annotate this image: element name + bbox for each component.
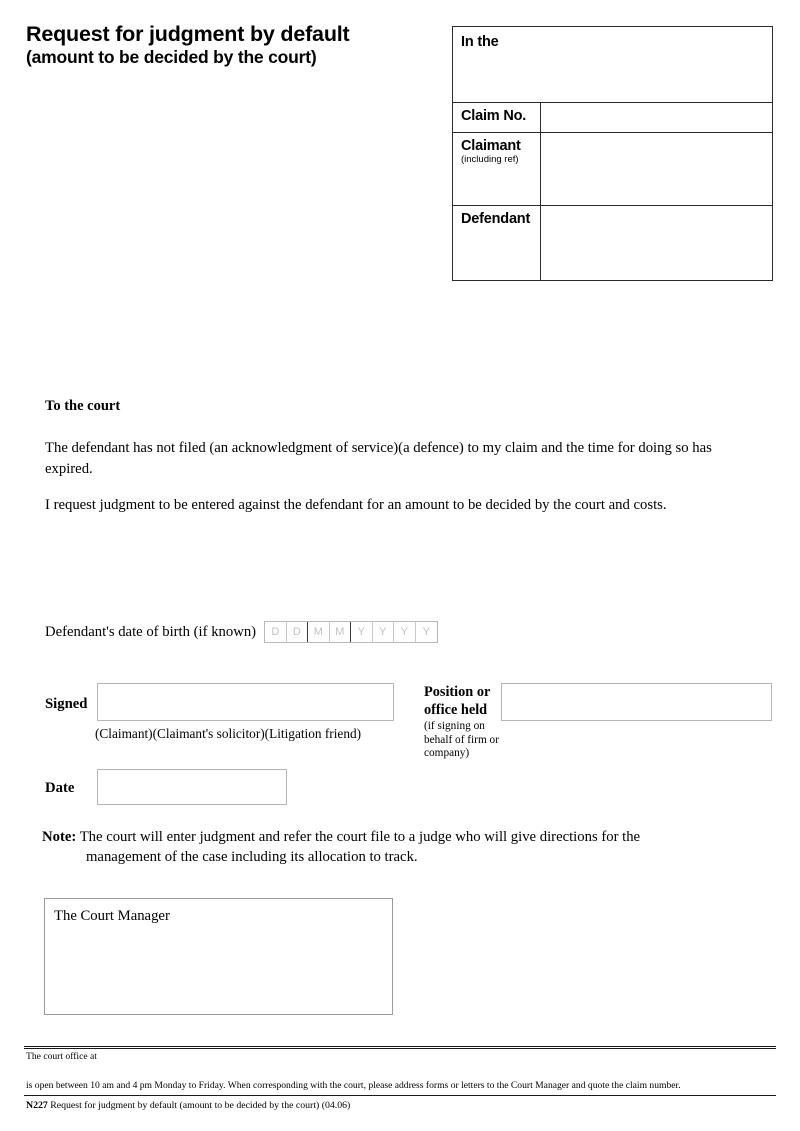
signature-field[interactable] xyxy=(97,683,394,721)
claimant-field[interactable] xyxy=(541,133,772,205)
in-the-label: In the xyxy=(461,34,499,50)
page-title-line-2: (amount to be decided by the court) xyxy=(26,47,317,67)
dob-cell-year-4[interactable]: Y xyxy=(422,626,430,638)
page-footer xyxy=(24,1046,776,1112)
claim-no-label: Claim No. xyxy=(453,103,541,132)
court-office-line: The court office at xyxy=(26,1051,97,1062)
statement-paragraph-2: I request judgment to be entered against the defendant for an amount to be decided by the court and costs. xyxy=(45,497,667,513)
page-title xyxy=(26,22,436,68)
dob-cell-day-1[interactable]: D xyxy=(265,622,287,642)
form-reference-line xyxy=(24,1096,776,1112)
case-details-box xyxy=(452,26,773,281)
dob-cell-year-3[interactable]: Y xyxy=(394,622,416,642)
note-line-1: The court will enter judgment and refer the court file to a judge who will give directions for the xyxy=(79,829,641,845)
statement-paragraph-1: The defendant has not filed (an acknowledgment of service)(a defence) to my claim and the time for doing so has expired. xyxy=(45,440,712,477)
dob-cell-month-1[interactable]: M xyxy=(308,622,330,642)
note-line-2: management of the case including its allocation to track. xyxy=(86,849,418,865)
date-of-birth-row xyxy=(45,621,438,643)
position-held-field[interactable] xyxy=(501,683,772,721)
opening-hours-line: is open between 10 am and 4 pm Monday to Friday. When corresponding with the court, please address forms or letters to the Court Manager and quote the claim number. xyxy=(26,1080,681,1091)
date-label: Date xyxy=(45,780,75,796)
court-note xyxy=(42,827,742,867)
defendant-row xyxy=(453,206,772,280)
date-field[interactable] xyxy=(97,769,287,805)
date-of-birth-input[interactable] xyxy=(264,621,438,643)
dob-cell-month-2[interactable]: M xyxy=(330,622,352,642)
form-code: N227 xyxy=(26,1100,48,1111)
claim-no-field[interactable] xyxy=(541,103,772,132)
dob-cell-day-2[interactable]: D xyxy=(287,622,309,642)
page-title-line-1: Request for judgment by default xyxy=(26,22,350,46)
claimant-label-sub: (including ref) xyxy=(461,154,519,165)
note-prefix: Note: xyxy=(42,829,77,845)
defendant-field[interactable] xyxy=(541,206,772,280)
signature-caption: (Claimant)(Claimant's solicitor)(Litigation friend) xyxy=(95,726,362,741)
court-address-box[interactable] xyxy=(44,898,393,1015)
dob-cell-year-2[interactable]: Y xyxy=(373,622,395,642)
defendant-label: Defendant xyxy=(453,206,541,280)
in-the-row[interactable] xyxy=(453,27,772,103)
position-held-note: (if signing on behalf of firm or company) xyxy=(424,720,499,759)
form-description: Request for judgment by default (amount to be decided by the court) (04.06) xyxy=(50,1100,351,1111)
claimant-label xyxy=(453,133,541,205)
court-address-recipient: The Court Manager xyxy=(54,908,170,924)
dob-cell-year-1[interactable]: Y xyxy=(351,622,373,642)
claimant-row xyxy=(453,133,772,206)
to-the-court-heading: To the court xyxy=(45,398,121,414)
claimant-label-text: Claimant xyxy=(461,138,521,154)
signed-label: Signed xyxy=(45,696,88,712)
claim-no-row xyxy=(453,103,772,133)
date-of-birth-label: Defendant's date of birth (if known) xyxy=(45,624,257,640)
position-held-label: Position or office held xyxy=(424,684,491,718)
